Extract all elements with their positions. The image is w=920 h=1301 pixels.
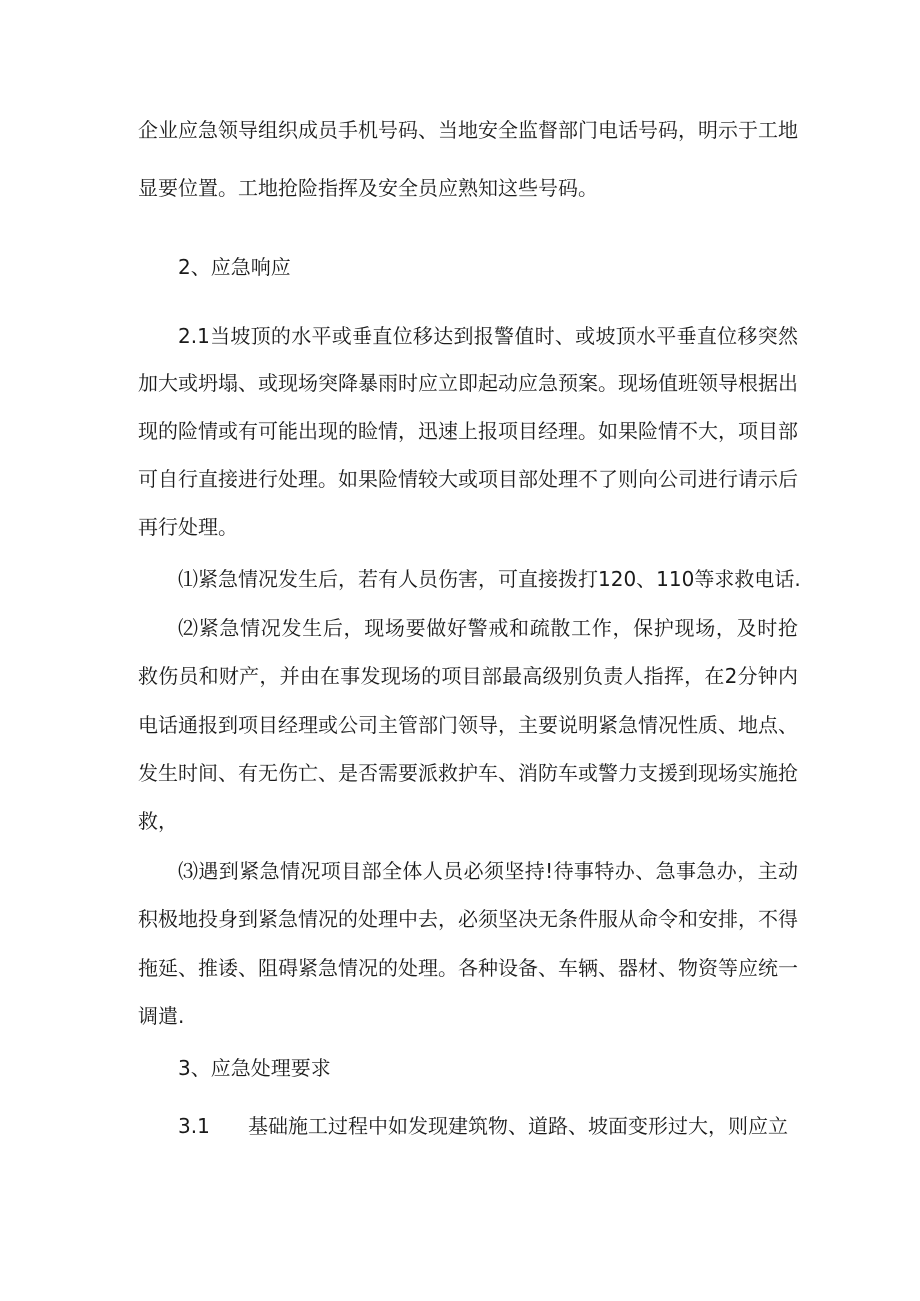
paragraph-line: 积极地投身到紧急情况的处理中去，必须坚决无条件服从命令和安排，不得 <box>138 907 798 931</box>
paragraph-line: 再行处理。 <box>138 515 238 539</box>
paragraph-line: 可自行直接进行处理。如果险情较大或项目部处理不了则向公司进行请示后 <box>138 467 798 491</box>
paragraph-line: 企业应急领导组织成员手机号码、当地安全监督部门电话号码，明示于工地 <box>138 118 798 142</box>
paragraph-line: 救伤员和财产，并由在事发现场的项目部最高级别负责人指挥，在2分钟内 <box>138 664 798 688</box>
list-item: ⑴紧急情况发生后，若有人员伤害，可直接拨打120、110等求救电话. <box>178 567 801 591</box>
paragraph-line: 拖延、推诿、阻碍紧急情况的处理。各种设备、车辆、器材、物资等应统一 <box>138 956 798 980</box>
subsection-number: 3.1 <box>178 1114 210 1138</box>
paragraph-line: 2.1当坡顶的水平或垂直位移达到报警值时、或坡顶水平垂直位移突然 <box>178 324 798 348</box>
paragraph-line: 显要位置。工地抢险指挥及安全员应熟知这些号码。 <box>138 176 598 200</box>
paragraph-line: 救， <box>138 809 178 833</box>
paragraph-line: 发生时间、有无伤亡、是否需要派救护车、消防车或警力支援到现场实施抢 <box>138 761 798 785</box>
list-item: ⑶遇到紧急情况项目部全体人员必须坚持!待事特办、急事急办，主动 <box>178 859 798 883</box>
section-heading: 2、应急响应 <box>178 255 291 279</box>
paragraph-line: 现的险情或有可能出现的睑情，迅速上报项目经理。如果险情不大，项目部 <box>138 419 798 443</box>
paragraph-line: 电话通报到项目经理或公司主管部门领导，主要说明紧急情况性质、地点、 <box>138 713 798 737</box>
paragraph-line: 加大或坍塌、或现场突降暴雨时应立即起动应急预案。现场值班领导根据出 <box>138 371 798 395</box>
list-item: ⑵紧急情况发生后，现场要做好警戒和疏散工作，保护现场，及时抢 <box>178 616 798 640</box>
section-heading: 3、应急处理要求 <box>178 1056 331 1080</box>
paragraph-line: 基础施工过程中如发现建筑物、道路、坡面变形过大，则应立 <box>248 1114 788 1138</box>
paragraph-line: 调遣. <box>138 1004 185 1028</box>
